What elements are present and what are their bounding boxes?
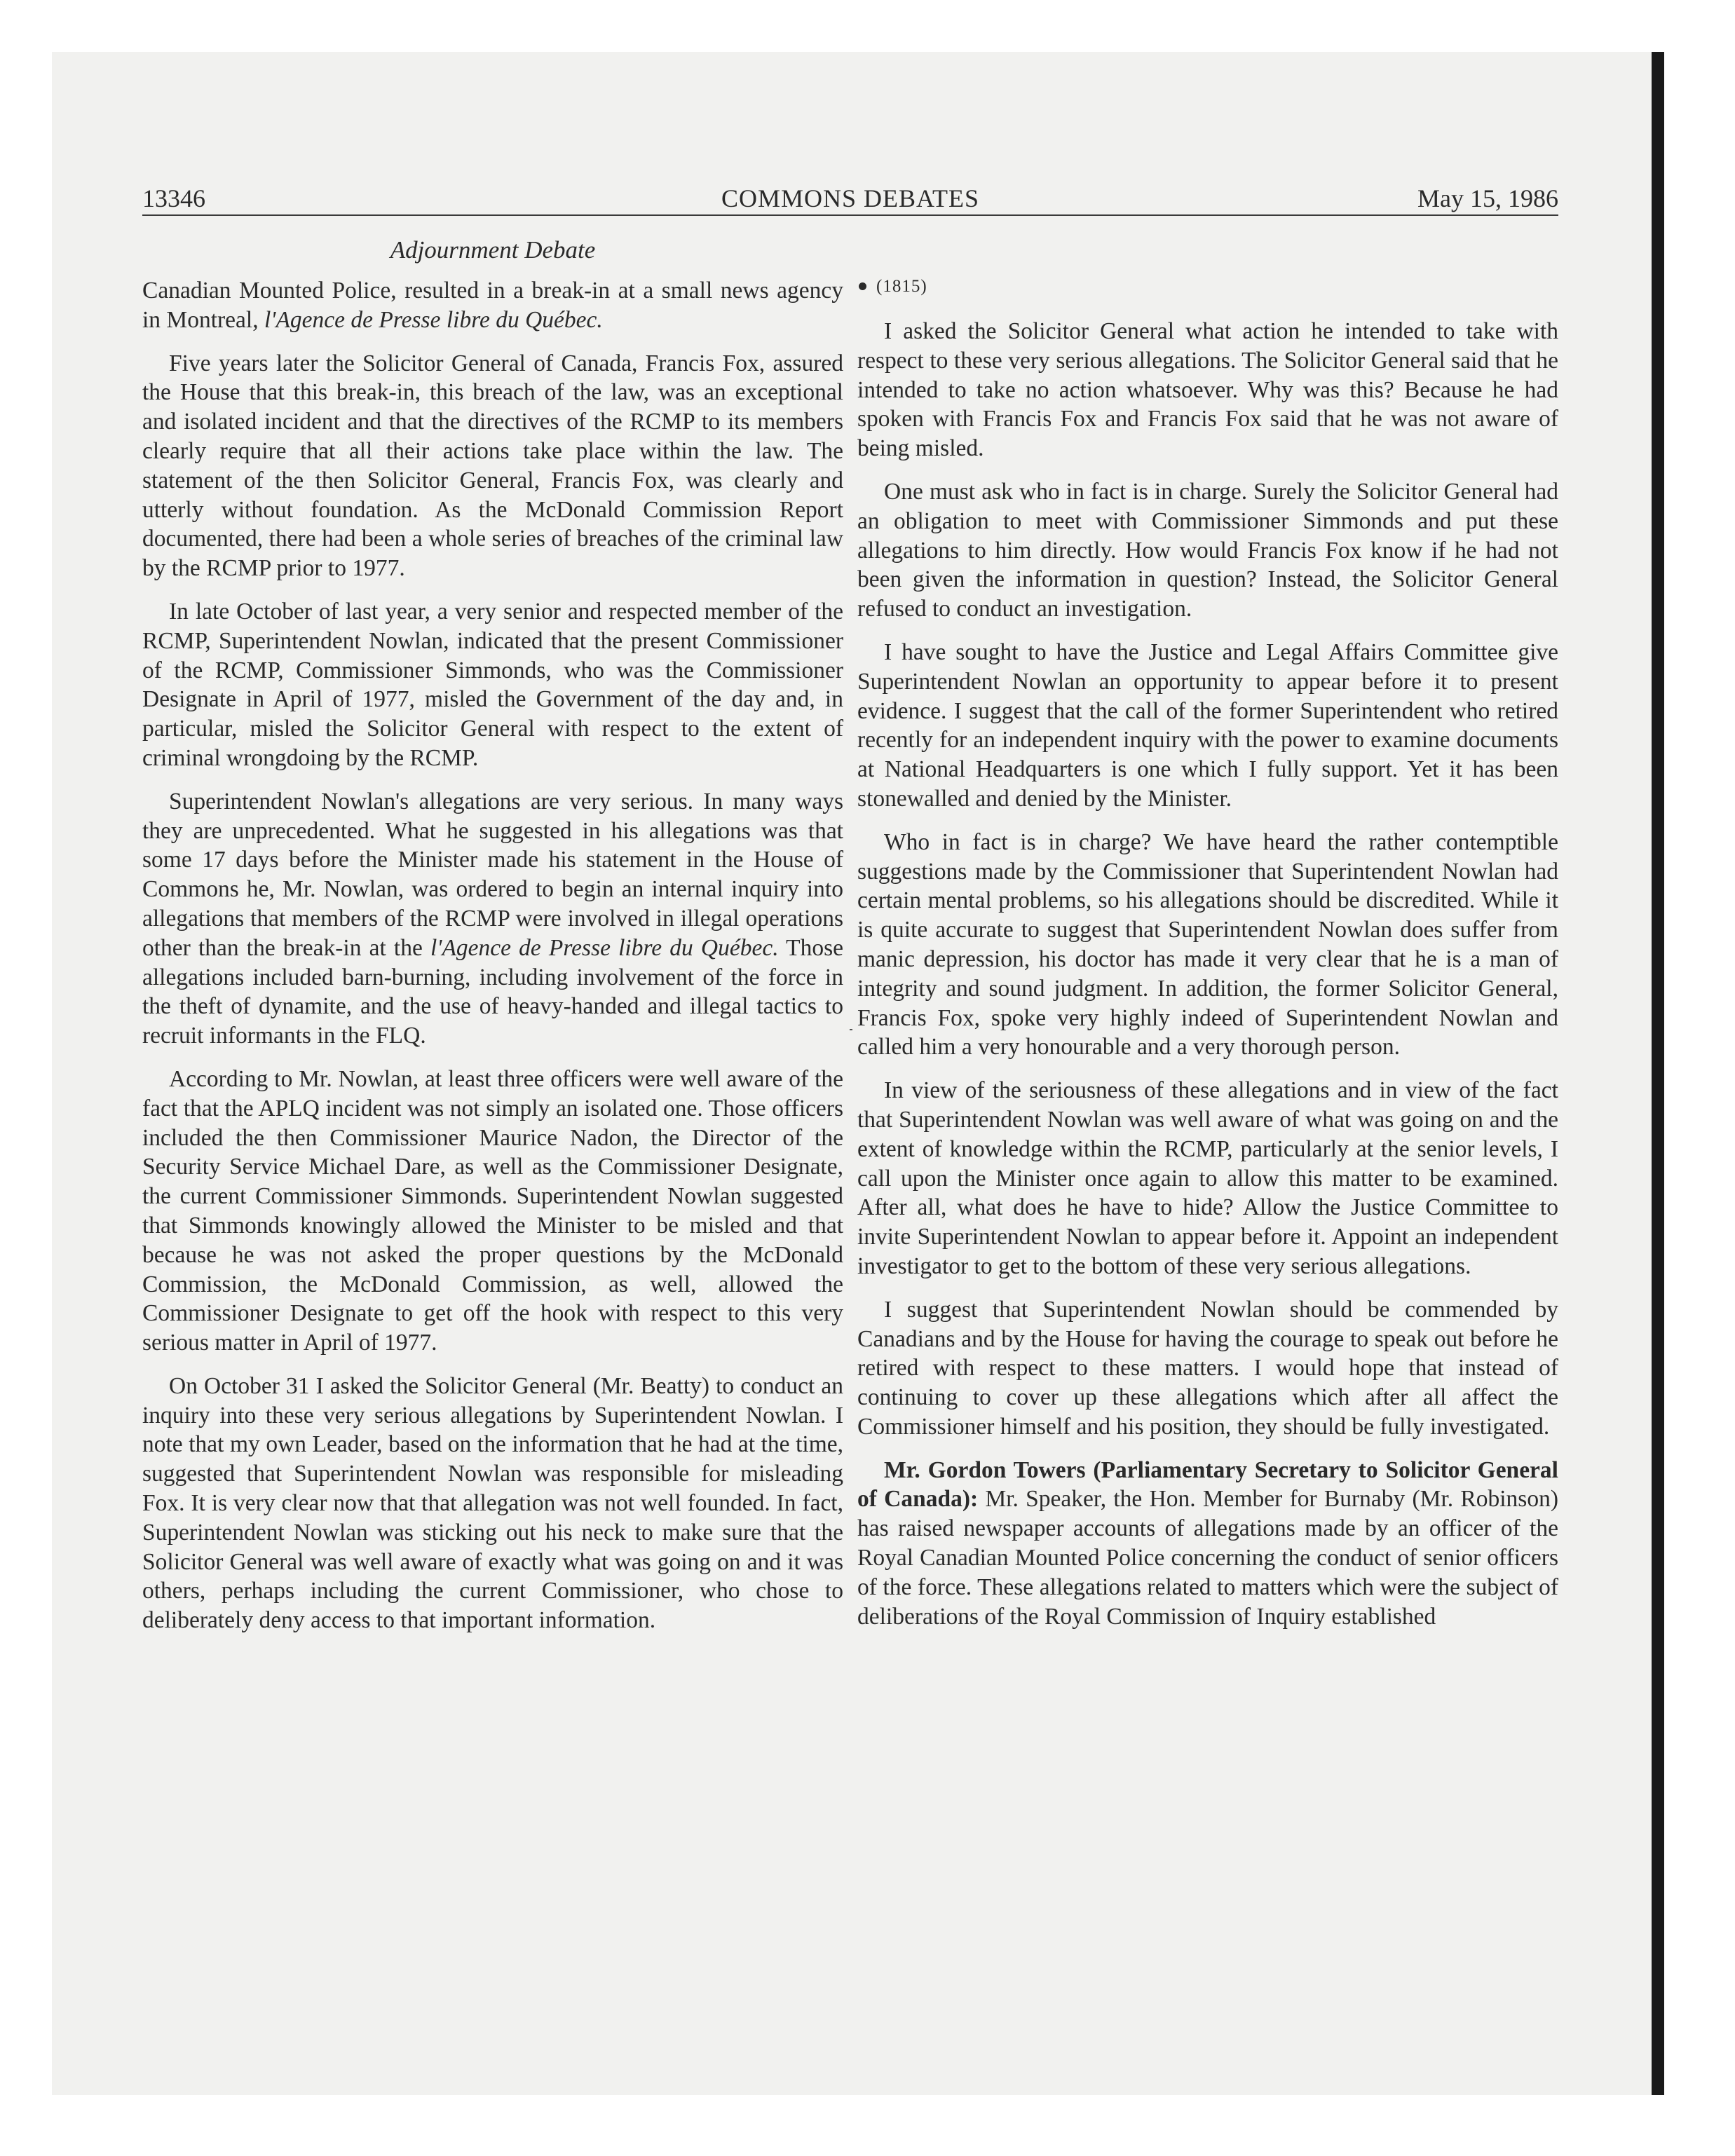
paragraph: In late October of last year, a very senior and respected member of the RCMP, Superintendent Nowlan, indicated that the present Commissioner of the RCMP, Commissioner Simmonds, who was the Commissioner Designate in April of 1977, misled the Government of the day and, in particular, misled the Solicitor General with respect to the extent of criminal wrongdoing by the RCMP. — [142, 598, 843, 771]
paragraph: Who in fact is in charge? We have heard the rather contemptible suggestions made by the Commissioner that Superintendent Nowlan had certain mental problems, so his allegations should be discredited. While it is quite accurate to suggest that Superintendent Nowlan does suffer from manic depression, his doctor has made it very clear that he is a man of integrity and sound judgment. In addition, the former Solicitor General, Francis Fox, spoke very highly indeed of Superintendent Nowlan and called him a very honourable and a very thorough person. — [857, 828, 1558, 1060]
paragraph-text: Mr. Speaker, the Hon. Member for Burnaby (Mr. Robinson) has raised newspaper accounts of allegations made by an officer of the Royal Canadian Mounted Police concerning the conduct of senior officers of the force. These allegations related to matters which were the subject of deliberations of the Royal Commission of Inquiry established — [857, 1486, 1558, 1630]
paragraph — [142, 276, 843, 335]
publication-title: COMMONS DEBATES — [721, 184, 980, 212]
margin-tick — [850, 1029, 852, 1030]
paragraph: Five years later the Solicitor General of Canada, Francis Fox, assured the House that this break-in, this breach of the law, was an exceptional and isolated incident and that the directives of the RCMP to its members clearly require that all their actions take place within the law. The statement of the then Solicitor General, Francis Fox, was clearly and utterly without foundation. As the McDonald Commission Report documented, there had been a whole series of breaches of the criminal law by the RCMP prior to 1977. — [142, 350, 843, 582]
paragraph: I have sought to have the Justice and Legal Affairs Committee give Superintendent Nowlan an opportunity to appear before it to present evidence. I suggest that the call of the former Superintendent who retired recently for an independent inquiry with the power to examine documents at National Headquarters is one which I fully support. Yet it has been stonewalled and denied by the Minister. — [857, 639, 1558, 812]
running-head: Adjournment Debate — [390, 236, 596, 264]
paragraph — [142, 787, 843, 1051]
paragraph — [857, 1456, 1558, 1632]
paragraph: I asked the Solicitor General what action he intended to take with respect to these very serious allegations. The Solicitor General said that he intended to take no action whatsoever. Why was this? Because he had spoken with Francis Fox and Francis Fox said that he was not aware of being misled. — [857, 318, 1558, 462]
bullet-icon — [859, 282, 866, 290]
paragraph: On October 31 I asked the Solicitor General (Mr. Beatty) to conduct an inquiry into these very serious allegations by Superintendent Nowlan. I note that my own Leader, based on the information that he had at the time, suggested that Superintendent Nowlan was responsible for misleading Fox. It is very clear now that that allegation was not well founded. In fact, Superintendent Nowlan was sticking out his neck to make sure that the Solicitor General was well aware of exactly what was going on and it was others, perhaps including the current Commissioner, who chose to deliberately deny access to that important information. — [142, 1372, 843, 1634]
speaker-name: Mr. Gordon Towers (Parliamentary Secretary to Solicitor General of Canada): — [857, 1456, 1558, 1513]
italic-name: l'Agence de Presse libre du Québec. — [264, 306, 603, 333]
left-column — [142, 276, 843, 1649]
paragraph: In view of the seriousness of these allegations and in view of the fact that Superintendent Nowlan was well aware of what was going on and the extent of knowledge within the RCMP, particularly at the senior levels, I call upon the Minister once again to allow this matter to be examined. After all, what does he have to hide? Allow the Justice Committee to invite Superintendent Nowlan to appear before it. Appoint an independent investigator to get to the bottom of these very serious allegations. — [857, 1077, 1558, 1279]
right-column — [857, 276, 1558, 1645]
publication-date: May 15, 1986 — [1417, 184, 1558, 212]
page-header — [142, 181, 1558, 216]
time-marker-text: (1815) — [876, 277, 927, 296]
header-rule — [142, 214, 1558, 216]
page-number: 13346 — [142, 184, 205, 212]
italic-name: l'Agence de Presse libre du Québec. — [430, 934, 779, 961]
paragraph: According to Mr. Nowlan, at least three officers were well aware of the fact that the APLQ incident was not simply an isolated one. Those officers included the then Commissioner Maurice Nadon, the Director of the Security Service Michael Dare, as well as the Commissioner Designate, the current Commissioner Simmonds. Superintendent Nowlan suggested that Simmonds knowingly allowed the Minister to be misled and that because he was not asked the proper questions by the McDonald Commission, the McDonald Commission, as well, allowed the Commissioner Designate to get off the hook with respect to this very serious matter in April of 1977. — [142, 1065, 843, 1356]
paragraph: One must ask who in fact is in charge. Surely the Solicitor General had an obligation to meet with Commissioner Simmonds and put these allegations to him directly. How would Francis Fox know if he had not been given the information in question? Instead, the Solicitor General refused to conduct an investigation. — [857, 478, 1558, 622]
time-marker — [857, 276, 1558, 297]
scan-border-edge — [1652, 52, 1664, 2095]
paragraph: I suggest that Superintendent Nowlan should be commended by Canadians and by the House for having the courage to speak out before he retired with respect to these matters. I would hope that instead of continuing to cover up these allegations which after all affect the Commissioner himself and his position, they should be fully investigated. — [857, 1296, 1558, 1440]
paragraph-text: Canadian Mounted Police, resulted in a break-in at a small news agency in Montreal, — [142, 278, 843, 333]
paragraph-text: Those allegations included barn-burning, including involvement of the force in the theft of dynamite, and the use of heavy-handed and illegal tactics to recruit informants in the FLQ. — [142, 934, 843, 1049]
paragraph-text: Superintendent Nowlan's allegations are very serious. In many ways they are unprecedented. What he suggested in his allegations was that some 17 days before the Minister made his statement in the House of Commons he, Mr. Nowlan, was ordered to begin an internal inquiry into allegations that members of the RCMP were involved in illegal operations other than the break-in at the — [142, 788, 843, 961]
